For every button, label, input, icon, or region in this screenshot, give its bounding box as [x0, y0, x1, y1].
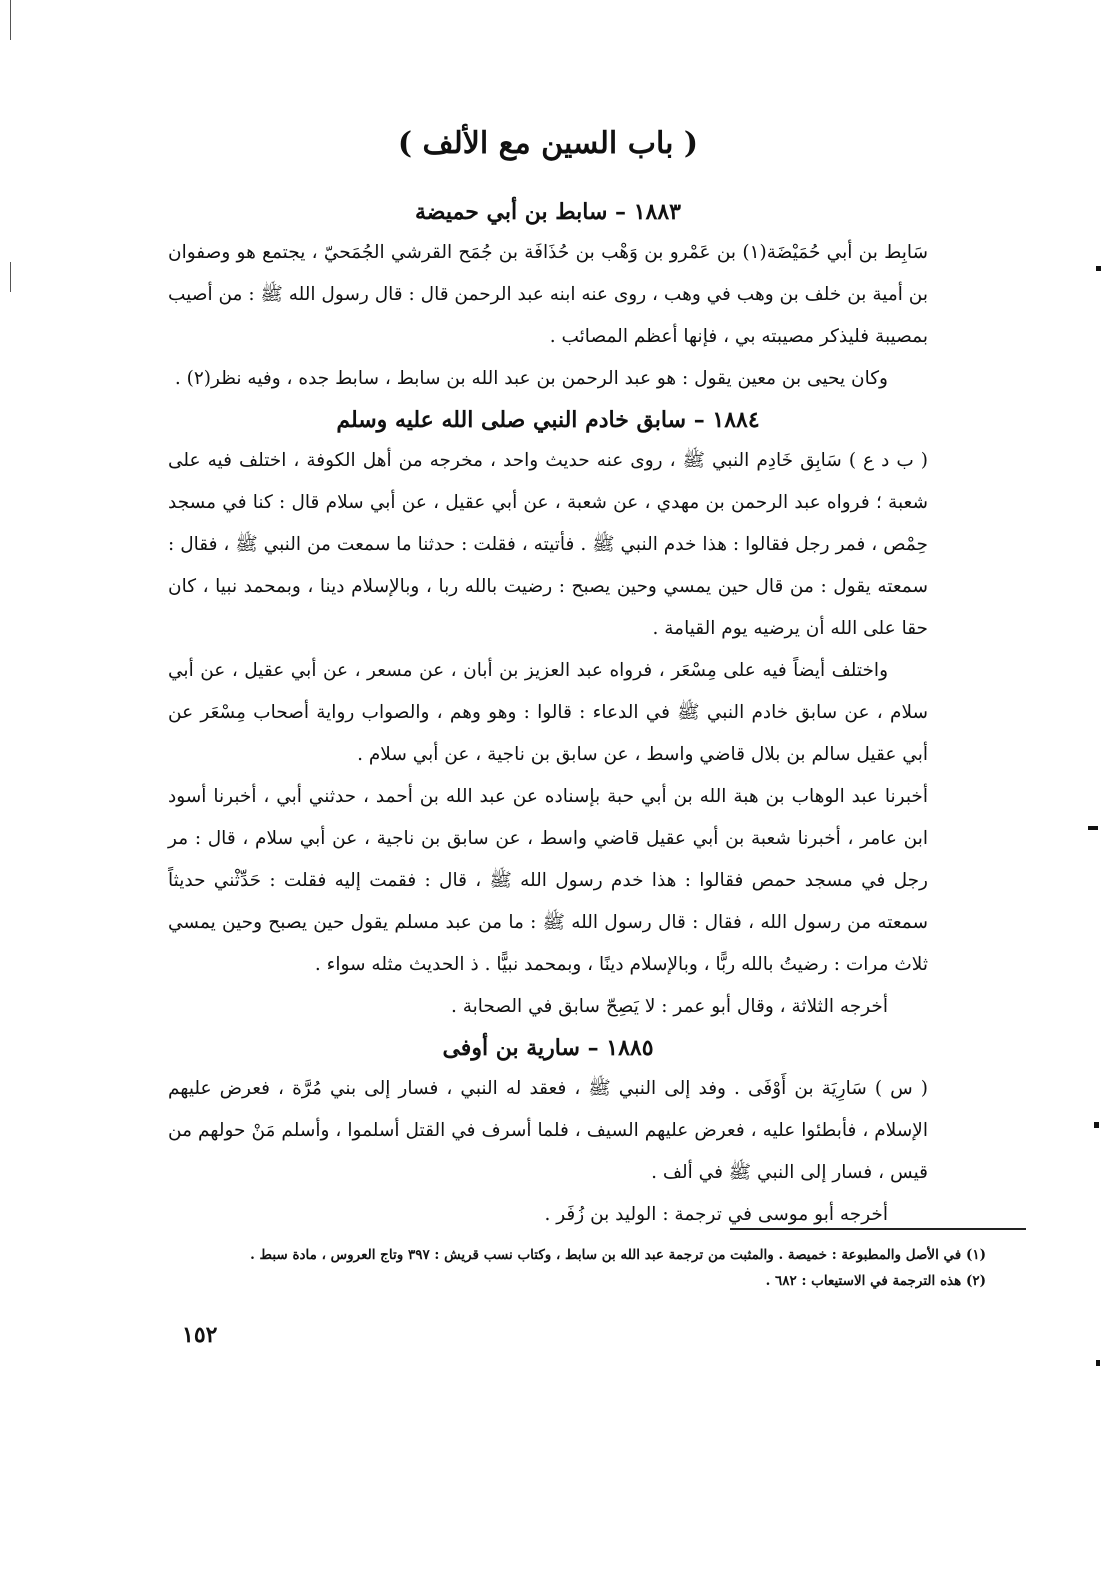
main-text	[168, 118, 928, 1236]
entry-paragraph: أخبرنا عبد الوهاب بن هبة الله بن أبي حبة بإسناده عن عبد الله بن أحمد ، حدثني أبي ، أخبرنا أسود ابن عامر ، أخبرنا شعبة بن أبي عقيل قاضي واسط ، عن سابق بن ناجية ، عن أبي سلام ، قال : مر رجل في مسجد حمص فقالوا : هذا خدم رسول الله ﷺ ، قال : فقمت إليه فقلت : حَدِّثْني حديثاً سمعته من رسول الله ، فقال : قال رسول الله ﷺ : ما من عبد مسلم يقول حين يصبح وحين يمسي ثلاث مرات : رضيتُ بالله ربًّا ، وبالإسلام دينًا ، وبمحمد نبيًّا . ذ الحديث مثله سواء .	[168, 786, 928, 975]
entry-1883	[168, 192, 928, 400]
footnote: (٢) هذه الترجمة في الاستيعاب : ٦٨٢ .	[765, 1273, 986, 1289]
margin-mark	[1096, 1360, 1100, 1366]
entry-paragraph: ( س ) سَارِيَة بن أَوْفَى . وفد إلى النبي ﷺ ، فعقد له النبي ، فسار إلى بني مُرَّة ، فعرض عليهم الإسلام ، فأبطئوا عليه ، فعرض عليهم السيف ، فلما أسرف في القتل أسلموا ، وأسلم مَنْ حولهم من قيس ، فسار إلى النبي ﷺ في ألف .	[168, 1078, 928, 1183]
entry-paragraph: أخرجه الثلاثة ، وقال أبو عمر : لا يَصِحّ سابق في الصحابة .	[450, 996, 888, 1017]
footnotes	[168, 1242, 986, 1294]
entry-title: ١٨٨٤ – سابق خادم النبي صلى الله عليه وسلم	[336, 407, 760, 433]
entry-1885	[168, 1028, 928, 1236]
entry-paragraph: وكان يحيى بن معين يقول : هو عبد الرحمن بن عبد الله بن سابط ، سابط جده ، وفيه نظر(٢) .	[174, 368, 888, 389]
scan-edge-line	[10, 262, 11, 292]
entry-paragraph: واختلف أيضاً فيه على مِسْعَر ، فرواه عبد العزيز بن أبان ، عن مسعر ، عن أبي عقيل ، عن أبي سلام ، عن سابق خادم النبي ﷺ في الدعاء : قالوا : وهو وهم ، والصواب رواية أصحاب مِسْعَر عن أبي عقيل سالم بن بلال قاضي واسط ، عن سابق بن ناجية ، عن أبي سلام .	[168, 660, 928, 765]
chapter-title: ( باب السين مع الألف )	[397, 126, 699, 161]
margin-mark	[1096, 266, 1101, 271]
margin-mark	[1094, 1122, 1099, 1128]
scan-edge-line	[10, 0, 11, 40]
footnote-separator	[730, 1228, 1026, 1230]
entry-1884	[168, 400, 928, 1028]
entry-paragraph: ( ب د ع ) سَابِق خَادِم النبي ﷺ ، روى عنه حديث واحد ، مخرجه من أهل الكوفة ، اختلف فيه على شعبة ؛ فرواه عبد الرحمن بن مهدي ، عن شعبة ، عن أبي عقيل ، عن أبي سلام قال : كنا في مسجد حِمْص ، فمر رجل فقالوا : هذا خدم النبي ﷺ . فأتيته ، فقلت : حدثنا ما سمعت من النبي ﷺ ، فقال : سمعته يقول : من قال حين يمسي وحين يصبح : رضيت بالله ربا ، وبالإسلام دينا ، وبمحمد نبيا ، كان حقا على الله أن يرضيه يوم القيامة .	[168, 450, 928, 639]
margin-mark	[1088, 826, 1098, 830]
page-number: ١٥٢	[182, 1322, 218, 1348]
entry-paragraph: أخرجه أبو موسى في ترجمة : الوليد بن زُفَر .	[544, 1204, 888, 1225]
entry-title: ١٨٨٣ – سابط بن أبي حميضة	[415, 199, 681, 225]
footnote: (١) في الأصل والمطبوعة : خميصة . والمثبت من ترجمة عبد الله بن سابط ، وكتاب نسب قريش : ٣٩٧ وتاج العروس ، مادة سبط .	[250, 1247, 986, 1263]
entry-title: ١٨٨٥ – سارية بن أوفى	[442, 1035, 654, 1061]
entry-paragraph: سَابِط بن أبي حُمَيْضَة(١) بن عَمْرو بن وَهْب بن حُذَافَة بن جُمَح القرشي الجُمَحيّ ، يجتمع هو وصفوان بن أمية بن خلف بن وهب في وهب ، روى عنه ابنه عبد الرحمن قال : قال رسول الله ﷺ : من أصيب بمصيبة فليذكر مصيبته بي ، فإنها أعظم المصائب .	[168, 242, 928, 347]
